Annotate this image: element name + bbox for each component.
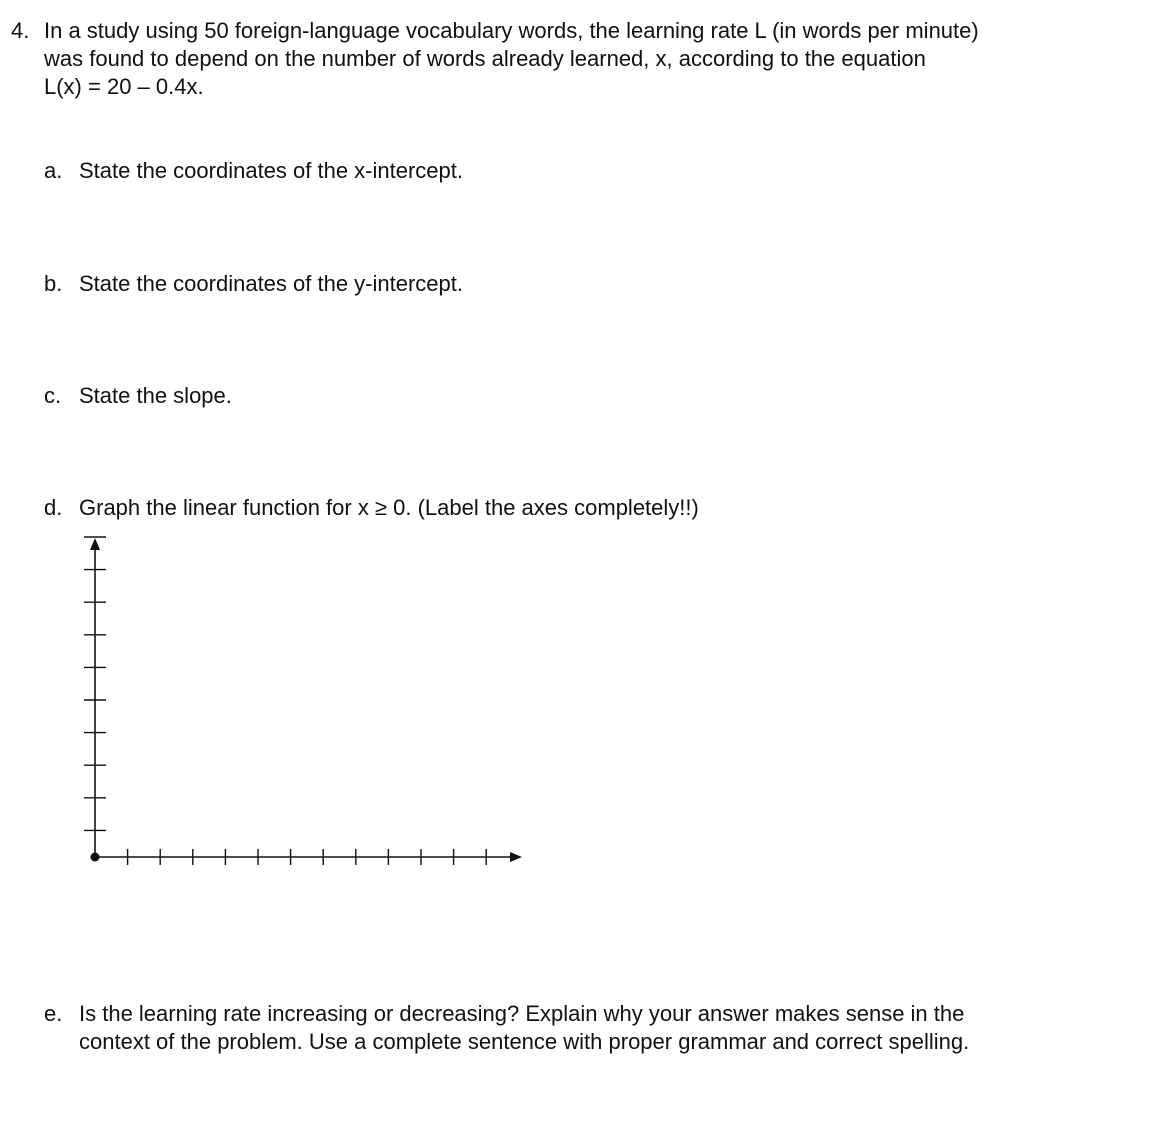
part-e-text-line-2: context of the problem. Use a complete sentence with proper grammar and correct spelling.: [79, 1029, 970, 1054]
part-c-letter: c.: [44, 383, 62, 408]
origin-point: [91, 853, 100, 862]
part-c-text: State the slope.: [79, 383, 232, 408]
part-a-text: State the coordinates of the x-intercept.: [79, 158, 464, 183]
x-axis-arrow: [510, 852, 522, 862]
part-b-text: State the coordinates of the y-intercept.: [79, 271, 464, 296]
part-a-letter: a.: [44, 158, 63, 183]
question-equation-line: L(x) = 20 – 0.4x.: [44, 74, 204, 99]
question-text-line-2: was found to depend on the number of words already learned, x, according to the equation: [44, 46, 926, 71]
question-number: 4.: [11, 18, 30, 43]
part-e-text-line-1: Is the learning rate increasing or decreasing? Explain why your answer makes sense in the: [79, 1001, 965, 1026]
part-e-letter: e.: [44, 1001, 63, 1026]
part-d-letter: d.: [44, 495, 63, 520]
part-d-text: Graph the linear function for x ≥ 0. (Label the axes completely!!): [79, 495, 699, 520]
question-text-line-1: In a study using 50 foreign-language vocabulary words, the learning rate L (in words per minute): [44, 18, 979, 43]
axes-group: [84, 537, 522, 865]
y-axis-arrow: [90, 538, 100, 550]
part-b-letter: b.: [44, 271, 63, 296]
